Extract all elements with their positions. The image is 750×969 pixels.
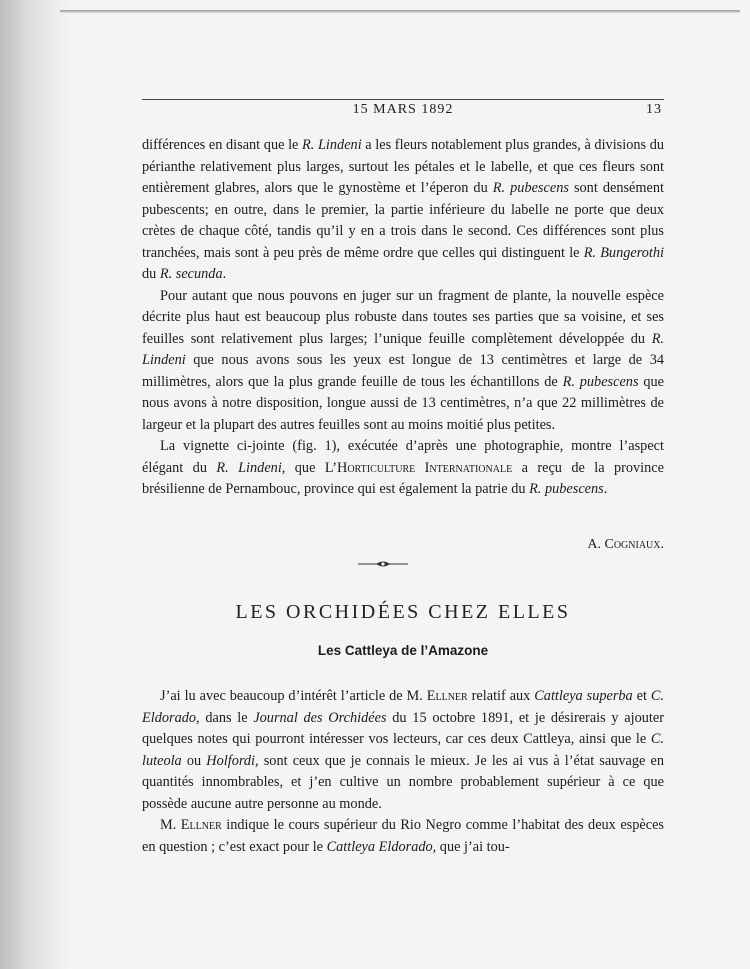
article-1-body: [142, 135, 664, 501]
italic-text: Holfordi,: [206, 752, 259, 769]
italic-text: R. pubescens: [492, 180, 569, 196]
italic-text: R. pubescens: [529, 481, 604, 497]
italic-text: R. Lindeni,: [216, 459, 286, 476]
section-divider-ornament: [358, 558, 408, 570]
italic-text: R. pubescens: [562, 373, 639, 390]
header-rule: [142, 99, 664, 100]
small-caps-text: Ellner: [180, 817, 222, 833]
italic-text: Journal des Orchidées: [253, 709, 387, 726]
page-number: 13: [646, 102, 662, 117]
paragraph: Pour autant que nous pouvons en juger sur un fragment de plante, la nouvelle espèce décrite plus haut est beaucoup plus robuste dans toutes ses parties que sa voisine, et ses feuilles sont relativement plus larges; l’unique feuille complètement développée du R. Lindeni que nous avons sous les yeux est longue de 13 centimètres et large de 34 millimètres, alors que la plus grande feuille de tous les échantillons de R. pubescens que nous avons à notre disposition, longue aussi de 13 centimètres, n’a que 22 millimètres de largeur et la plupart des autres feuilles sont au moins moitié plus petites.: [142, 287, 665, 433]
small-caps-text: Ellner: [426, 688, 468, 704]
article-2-body: [142, 686, 664, 858]
italic-text: C. luteola: [142, 731, 664, 769]
italic-text: Cattleya Eldorado,: [326, 838, 437, 855]
running-head: [142, 102, 664, 122]
running-head-date: 15 MARS 1892: [352, 102, 454, 117]
paragraph: J’ai lu avec beaucoup d’intérêt l’article de M. Ellner relatif aux Cattleya superba et C. Eldorado, dans le Journal des Orchidées du 15 octobre 1891, et je désirerais y ajouter quelques notes qui pourront intéresser vos lecteurs, car ces deux Cattleya, ainsi que le C. luteola ou Holfordi, sont ceux que je connais le mieux. Je les ai vus à l’état sauvage en quantités innombrables, et j’en cultive un nombre probablement supérieur à ce que possède aucune autre personne au monde.: [142, 688, 664, 812]
author-signature: A. Cogniaux.: [587, 537, 664, 552]
paragraph: M. Ellner indique le cours supérieur du Rio Negro comme l’habitat des deux espèces en question ; c’est exact pour le Cattleya Eldorado, que j’ai tou-: [142, 817, 664, 855]
paragraph: La vignette ci-jointe (fig. 1), exécutée d’après une photographie, montre l’aspect élégant du R. Lindeni, que L’Horticulture Internationale a reçu de la province brésilienne de Pernambouc, province qui est également la patrie du R. pubescens.: [142, 438, 664, 497]
italic-text: R. Lindeni: [142, 330, 664, 368]
italic-text: R. Lindeni: [302, 137, 362, 153]
paragraph: différences en disant que le R. Lindeni a les fleurs notablement plus grandes, à divisions du périanthe relativement plus larges, surtout les pétales et le labelle, et que ces fleurs sont entièrement glabres, alors que le gynostème et l’éperon du R. pubescens sont densément pubescents; en outre, dans le premier, la partie inférieure du labelle ne porte que deux crètes de chaque côté, tandis qu’il y en a trois dans le second. Ces différences sont plus tranchées, mais sont à peu près de même ordre que celles qui distinguent le R. Bungerothi du R. secunda.: [142, 137, 664, 282]
section-subtitle: Les Cattleya de l’Amazone: [317, 643, 489, 658]
italic-text: R. Bungerothi: [583, 244, 664, 261]
italic-text: R. secunda: [159, 266, 223, 282]
section-title: LES ORCHIDÉES CHEZ ELLES: [235, 601, 571, 623]
italic-text: C. Eldorado,: [142, 688, 664, 726]
small-caps-text: L’Horticulture Internationale: [324, 459, 513, 476]
italic-text: Cattleya superba: [534, 688, 633, 704]
